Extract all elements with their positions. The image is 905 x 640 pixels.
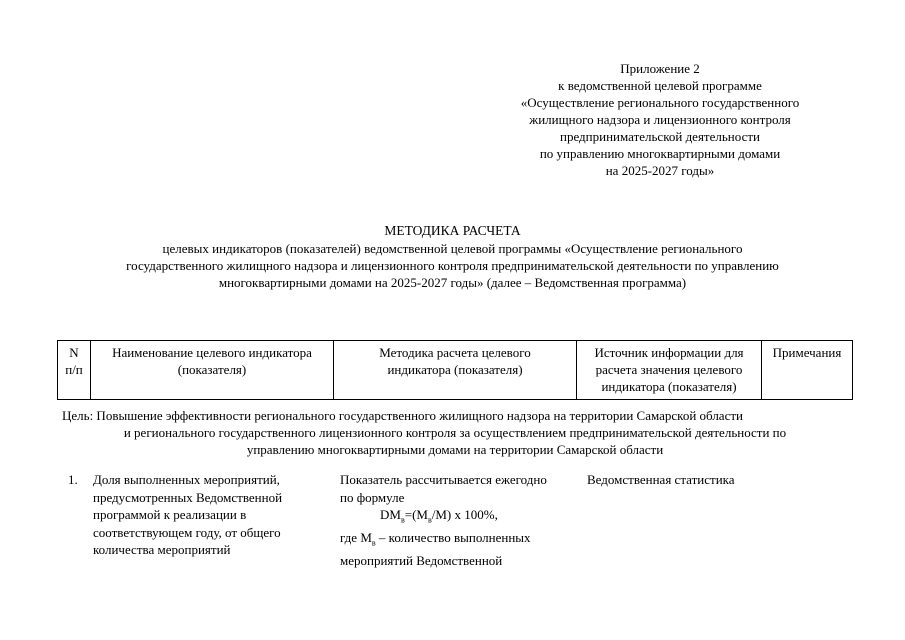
calculation-method: Показатель рассчитывается ежегодно по формуле $DM_в=(M_в/M)$ x 100%, где $M_в$ – количество выполненных мероприятий Ведомственной (340, 471, 580, 570)
goal-line: Цель: Повышение эффективности регионального государственного жилищного надзора на территории Самарской области (62, 408, 743, 423)
appendix-line: на 2025-2027 годы» (605, 163, 715, 178)
header-notes: Примечания (762, 341, 853, 400)
header-number: N п/п (58, 341, 91, 400)
header-info-source: Источник информации для расчета значения целевого индикатора (показателя) (577, 341, 762, 400)
document-title: МЕТОДИКА РАСЧЕТА (384, 223, 521, 238)
header-calculation-method: Методика расчета целевого индикатора (показателя) (334, 341, 577, 400)
appendix-header (480, 60, 840, 179)
formula: $DM_в=(M_в/M)$ x 100%, (380, 507, 498, 525)
appendix-line: жилищного надзора и лицензионного контроля (529, 112, 791, 127)
subtitle-line: целевых индикаторов (показателей) ведомственной целевой программы «Осуществление регионального (162, 241, 743, 256)
appendix-line: к ведомственной целевой программе (558, 78, 762, 93)
appendix-line: по управлению многоквартирными домами (539, 146, 781, 161)
appendix-line: «Осуществление регионального государственного (520, 95, 800, 110)
subtitle-line: многоквартирными домами на 2025-2027 годы» (далее – Ведомственная программа) (218, 275, 687, 290)
goal-line: управлению многоквартирными домами на территории Самарской области (246, 442, 664, 457)
subtitle-line: государственного жилищного надзора и лицензионного контроля предпринимательской деятельности по управлению (126, 258, 779, 273)
document-subtitle (40, 240, 865, 291)
appendix-line: Приложение 2 (620, 61, 700, 76)
header-indicator-name: Наименование целевого индикатора (показателя) (91, 341, 334, 400)
formula-explanation: где $M_в$ – количество выполненных (340, 530, 531, 548)
goal-line: и регионального государственного лицензионного контроля за осуществлением предпринимательской деятельности по (123, 425, 787, 440)
indicator-table-header (57, 340, 853, 400)
indicator-name: Доля выполненных мероприятий, предусмотренных Ведомственной программой к реализации в соответствующем году, от общего количества мероприятий (93, 472, 283, 557)
row-number: 1. (68, 472, 78, 487)
appendix-line: предпринимательской деятельности (560, 129, 760, 144)
goal-statement (40, 407, 870, 458)
info-source: Ведомственная статистика (587, 472, 735, 487)
